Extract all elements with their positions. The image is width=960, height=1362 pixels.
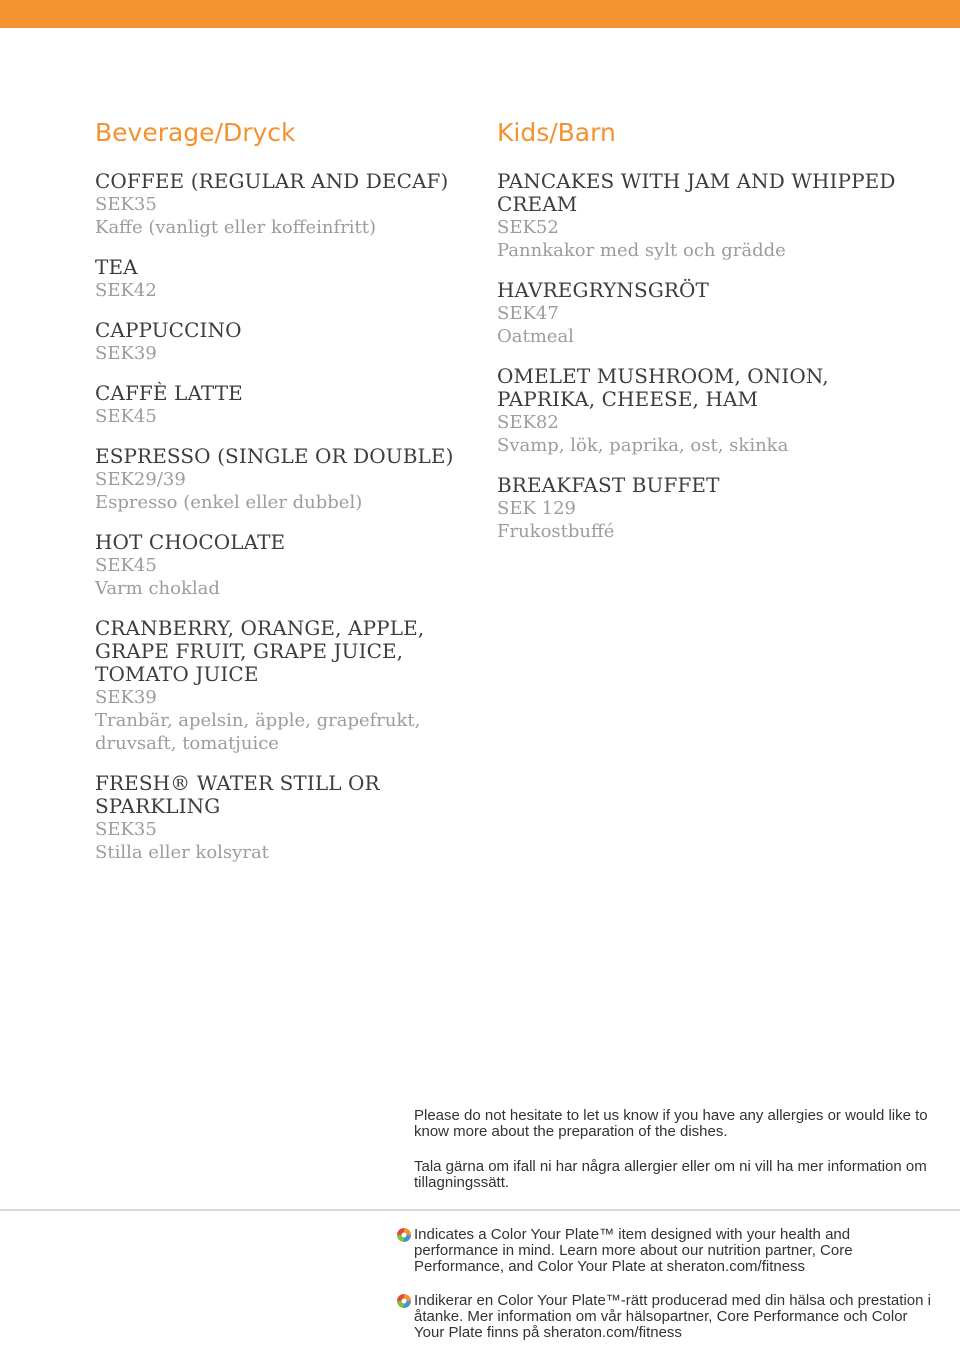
item-sub: Tranbär, apelsin, äpple, grapefrukt, druvsaft, tomatjuice [95,710,421,754]
item-price: SEK29/39 [95,469,186,490]
item-name: HOT CHOCOLATE [95,530,286,554]
color-your-plate-icon [397,1294,411,1308]
item-name: OMELET MUSHROOM, ONION, PAPRIKA, CHEESE, HAM [497,364,829,411]
menu-item [95,445,475,514]
color-your-plate-icon [397,1228,411,1242]
section-title: Beverage/Dryck [95,118,296,147]
menu-item [497,474,917,543]
item-sub: Kaffe (vanligt eller koffeinfritt) [95,217,377,238]
item-sub: Pannkakor med sylt och grädde [497,240,786,261]
item-price: SEK45 [95,555,157,576]
item-price: SEK39 [95,687,157,708]
menu-item [95,382,475,428]
item-price: SEK35 [95,819,157,840]
section-title: Kids/Barn [497,118,616,147]
menu-item [95,531,475,600]
item-sub: Varm choklad [95,578,220,599]
cyp-note-sv [397,1293,937,1341]
menu-item [497,279,917,348]
item-name: CRANBERRY, ORANGE, APPLE, GRAPE FRUIT, GRAPE JUICE, TOMATO JUICE [95,616,425,686]
item-price: SEK45 [95,406,157,427]
allergy-note-sv: Tala gärna om ifall ni har några allergier eller om ni vill ha mer information om tillagningssätt. [414,1158,927,1191]
item-price: SEK39 [95,343,157,364]
item-name: TEA [95,255,138,279]
menu-item [95,319,475,365]
item-name: BREAKFAST BUFFET [497,473,720,497]
kids-section [497,118,917,560]
cyp-note-en [397,1227,937,1275]
item-sub: Frukostbuffé [497,521,615,542]
item-sub: Stilla eller kolsyrat [95,842,269,863]
item-name: CAPPUCCINO [95,318,242,342]
cyp-text-sv: Indikerar en Color Your Plate™-rätt producerad med din hälsa och prestation i åtanke. Mer information om vår hälsopartner, Core Performance och Color Your Plate finns på sheraton.com/fitness [414,1292,931,1341]
beverage-section [95,118,475,881]
item-name: FRESH® WATER STILL OR SPARKLING [95,771,380,818]
menu-item [497,365,917,457]
item-name: COFFEE (REGULAR AND DECAF) [95,169,449,193]
item-name: PANCAKES WITH JAM AND WHIPPED CREAM [497,169,896,216]
cyp-text-en: Indicates a Color Your Plate™ item designed with your health and performance in mind. Learn more about our nutrition partner, Core Performance, and Color Your Plate at sheraton.com/fitness [414,1226,853,1275]
menu-item [95,617,475,755]
item-price: SEK42 [95,280,157,301]
divider [0,1209,960,1211]
item-name: CAFFÈ LATTE [95,381,243,405]
item-name: ESPRESSO (SINGLE OR DOUBLE) [95,444,454,468]
item-sub: Oatmeal [497,326,574,347]
item-price: SEK82 [497,412,559,433]
menu-item [497,170,917,262]
item-name: HAVREGRYNSGRÖT [497,278,709,302]
top-accent-bar [0,0,960,28]
allergy-note-en: Please do not hesitate to let us know if you have any allergies or would like to know more about the preparation of the dishes. [414,1107,928,1140]
item-price: SEK52 [497,217,559,238]
menu-item [95,256,475,302]
menu-item [95,170,475,239]
item-price: SEK47 [497,303,559,324]
item-price: SEK 129 [497,498,576,519]
item-price: SEK35 [95,194,157,215]
menu-item [95,772,475,864]
item-sub: Svamp, lök, paprika, ost, skinka [497,435,789,456]
item-sub: Espresso (enkel eller dubbel) [95,492,363,513]
